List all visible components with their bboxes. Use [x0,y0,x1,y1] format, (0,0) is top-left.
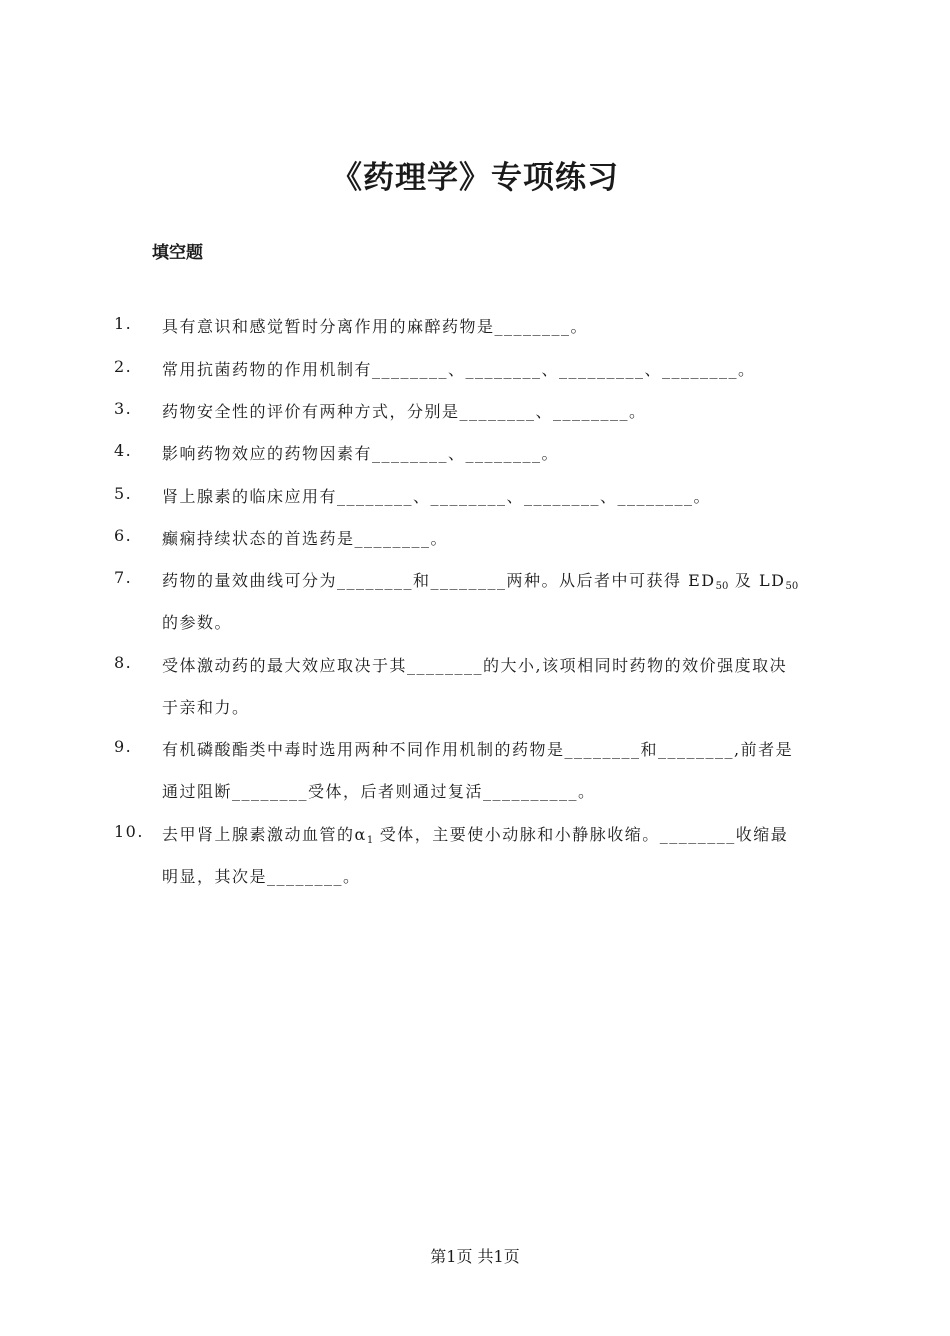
page-footer: 第1页 共1页 [430,1247,520,1266]
question-number: 9. [114,737,133,756]
question-text: 癫痫持续状态的首选药是________。 [162,529,449,548]
question-number: 4. [114,441,133,460]
question-text: 常用抗菌药物的作用机制有________、________、_________、________。 [162,360,756,379]
question-number: 10. [114,822,144,841]
question-text: 受体激动药的最大效应取决于其________的大小,该项相同时药物的效价强度取决 [162,656,788,675]
question-number: 7. [114,568,133,587]
question-text: 肾上腺素的临床应用有________、________、________、________。 [162,487,712,506]
question-text: 药物安全性的评价有两种方式，分别是________、________。 [162,402,647,421]
question-number: 1. [114,314,133,333]
question-number: 2. [114,357,133,376]
question-number: 8. [114,653,133,672]
question-text: 有机磷酸酯类中毒时选用两种不同作用机制的药物是________和________,前者是 [162,740,794,759]
section-heading: 填空题 [152,243,203,263]
question-text: 通过阻断________受体，后者则通过复活__________。 [162,782,596,801]
question-text: 的参数。 [162,613,233,632]
question-text: 影响药物效应的药物因素有________、________。 [162,444,560,463]
question-number: 3. [114,399,133,418]
question-number: 6. [114,526,133,545]
question-text: 明显，其次是________。 [162,867,361,886]
question-number: 5. [114,484,133,503]
question-text: 具有意识和感觉暂时分离作用的麻醉药物是________。 [162,317,589,336]
question-text: 去甲肾上腺素激动血管的$\alpha_1$ 受体，主要使小动脉和小静脉收缩。________收缩最 [162,825,789,846]
question-text: 药物的量效曲线可分为________和________两种。从后者中可获得 $ED_{50}$ 及 $LD_{50}$ [162,571,799,592]
page-title: 《药理学》专项练习 [331,160,619,196]
question-text: 于亲和力。 [162,698,250,717]
